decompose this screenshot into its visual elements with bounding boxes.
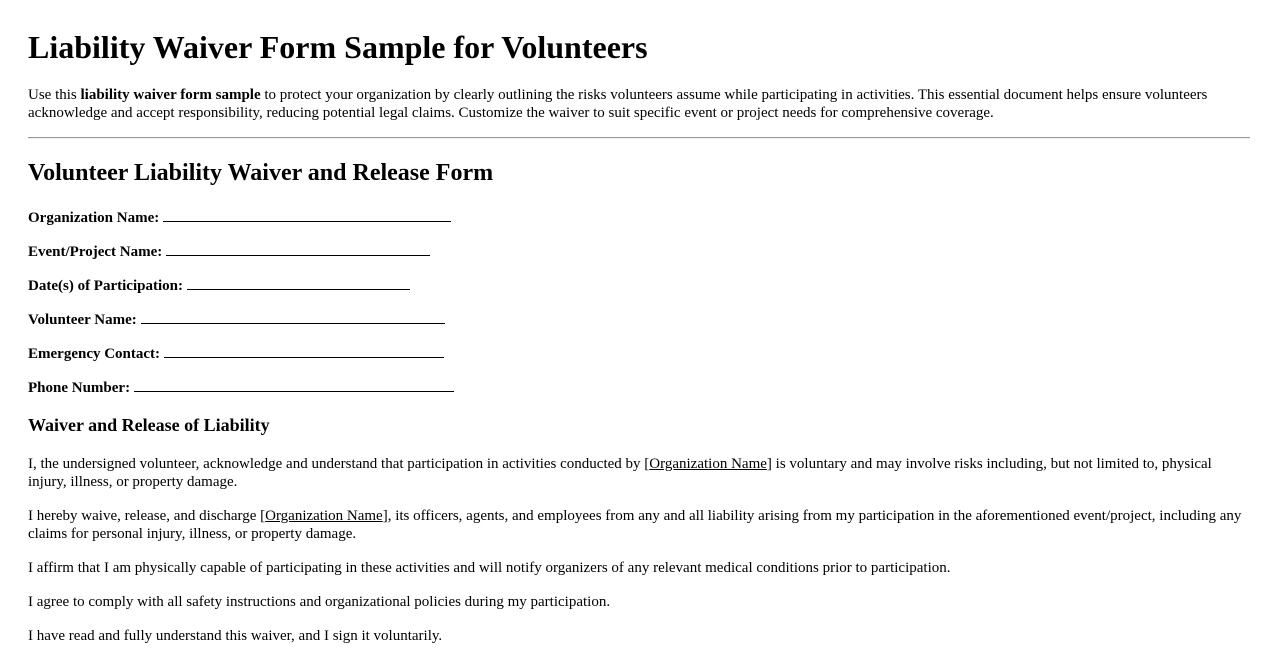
waiver-p2-text-before: I hereby waive, release, and discharge [ — [28, 508, 266, 524]
field-label: Date(s) of Participation: — [28, 278, 183, 294]
field-event-project-name — [28, 241, 430, 261]
emergency-contact-blank[interactable] — [164, 343, 444, 358]
intro-paragraph — [28, 86, 1238, 122]
dates-of-participation-blank[interactable] — [187, 275, 410, 290]
field-label: Phone Number: — [28, 380, 131, 396]
field-label: Organization Name: — [28, 210, 160, 226]
field-label: Volunteer Name: — [28, 312, 137, 328]
field-phone-number — [28, 377, 454, 397]
organization-name-placeholder: Organization Name — [649, 456, 767, 472]
field-emergency-contact — [28, 343, 444, 363]
waiver-paragraph-2 — [28, 507, 1243, 543]
intro-keyword: liability waiver form sample — [80, 87, 261, 103]
field-dates-of-participation — [28, 275, 410, 295]
organization-name-placeholder: Organization Name — [265, 508, 383, 524]
phone-number-blank[interactable] — [134, 377, 454, 392]
divider — [28, 137, 1250, 139]
volunteer-name-blank[interactable] — [141, 309, 445, 324]
field-label: Emergency Contact: — [28, 346, 161, 362]
form-heading: Volunteer Liability Waiver and Release Form — [28, 160, 494, 186]
waiver-paragraph-5: I have read and fully understand this waiver, and I sign it voluntarily. — [28, 628, 443, 644]
intro-text-before: Use this — [28, 87, 81, 103]
waiver-p2-text-after: ], its officers, agents, and employees from any and all liability arising from my participation in the aforementioned event/project, including any claims for personal injury, illness, or property damage. — [28, 508, 1242, 542]
field-label: Event/Project Name: — [28, 244, 163, 260]
waiver-p1-text-after: ] is voluntary and may involve risks including, but not limited to, physical injury, illness, or property damage. — [28, 456, 1212, 490]
organization-name-blank[interactable] — [163, 207, 451, 222]
page-title: Liability Waiver Form Sample for Volunteers — [28, 29, 648, 65]
waiver-p1-text-before: I, the undersigned volunteer, acknowledge and understand that participation in activities conducted by [ — [28, 456, 650, 472]
intro-text-after: to protect your organization by clearly outlining the risks volunteers assume while participating in activities. This essential document helps ensure volunteers acknowledge and accept responsibility, reducing potential legal claims. Customize the waiver to suit specific event or project needs for comprehensive coverage. — [28, 87, 1208, 121]
event-project-name-blank[interactable] — [166, 241, 430, 256]
field-volunteer-name — [28, 309, 445, 329]
field-organization-name — [28, 207, 451, 227]
waiver-paragraph-3: I affirm that I am physically capable of participating in these activities and will notify organizers of any relevant medical conditions prior to participation. — [28, 560, 951, 576]
waiver-paragraph-4: I agree to comply with all safety instructions and organizational policies during my participation. — [28, 594, 611, 610]
waiver-heading: Waiver and Release of Liability — [28, 415, 270, 435]
waiver-paragraph-1 — [28, 455, 1243, 491]
